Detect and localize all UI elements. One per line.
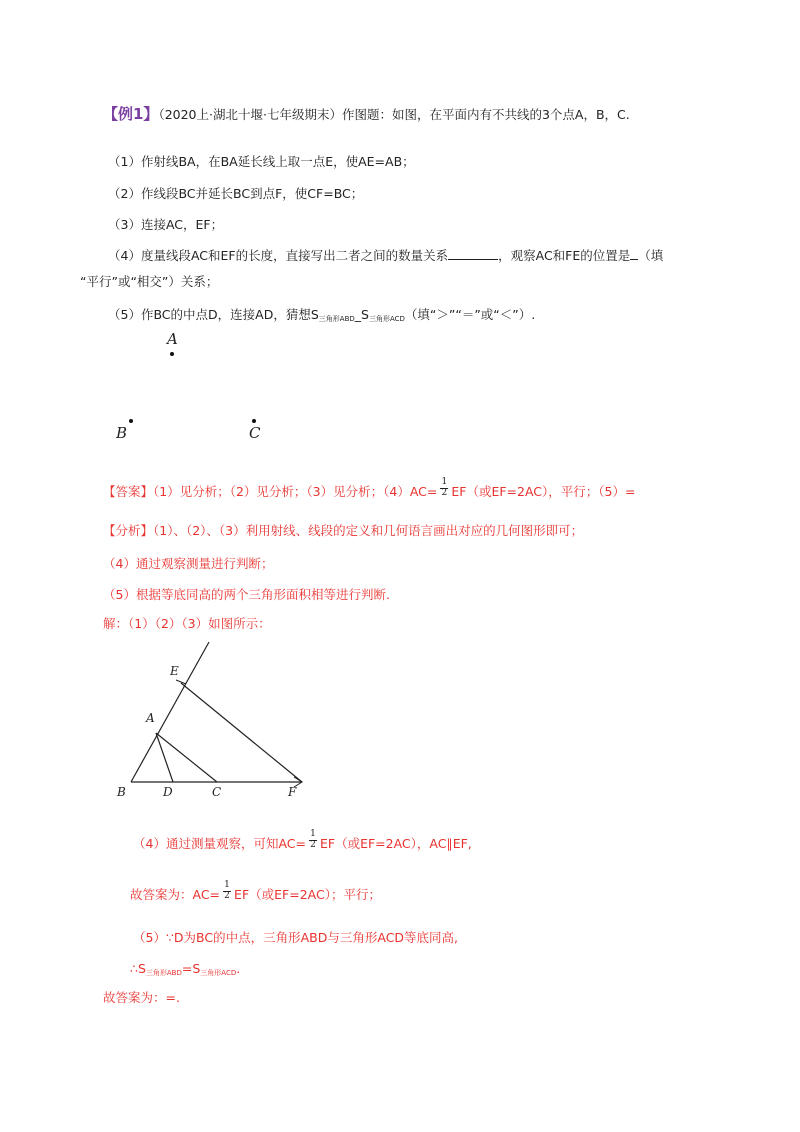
segment-ac <box>156 733 217 782</box>
answer-blank-1 <box>448 245 498 260</box>
fig-label-a: A <box>146 711 155 725</box>
question-item-3: （3）连接AC，EF； <box>108 217 224 232</box>
item5-text-a: （5）作BC的中点D，连接AD，猜想S <box>108 307 319 322</box>
solution-conclusion-5 <box>130 959 240 983</box>
item5-text-b: （填“＞”“＝”或“＜”）. <box>404 307 536 322</box>
point-b <box>129 419 133 423</box>
solution-intro: 解：（1）（2）（3）如图所示： <box>103 616 271 631</box>
item4-text-b: ，观察AC和FE的位置是 <box>498 248 631 263</box>
answer-text-a: （1）见分析；（2）见分析；（3）见分析；（4）AC= <box>153 484 438 499</box>
question-item-5 <box>108 305 535 329</box>
point-a <box>170 352 174 356</box>
final-answer: 故答案为：=. <box>103 990 180 1005</box>
question-header <box>103 104 630 125</box>
item5-sub-1: 三角形ABD <box>318 315 355 323</box>
fraction-denominator: 2 <box>310 839 316 850</box>
question-item-1: （1）作射线BA，在BA延长线上取一点E，使AE=AB； <box>108 154 415 169</box>
answer-label: 【答案】 <box>103 484 154 499</box>
solution-answer-4 <box>130 879 381 906</box>
ans4-text-a: 故答案为：AC= <box>130 887 221 902</box>
point-label-b: B <box>116 424 128 442</box>
s4-text-a: （4）通过测量观察，可知AC= <box>133 836 306 851</box>
fraction-numerator: 1 <box>310 828 316 839</box>
question-item-4-cont: “平行”或“相交”）关系； <box>80 274 219 289</box>
point-label-c: C <box>249 424 261 442</box>
fraction-denominator: 2 <box>441 487 448 498</box>
fraction-half <box>308 828 318 855</box>
fig-label-c: C <box>212 785 222 799</box>
question-item-2: （2）作线段BC并延长BC到点F，使CF=BC； <box>108 186 364 201</box>
analysis-line-1 <box>103 521 583 541</box>
analysis-line-3: （5）根据等底同高的两个三角形面积相等进行判断. <box>103 587 390 602</box>
ray-ba <box>131 642 209 782</box>
point-label-a: A <box>167 330 178 348</box>
example-tag: 【例1】 <box>103 105 159 123</box>
answer-text-b: EF（或EF=2AC），平行；（5）= <box>451 484 636 499</box>
solution-step-5: （5）∵D为BC的中点，三角形ABD与三角形ACD等底同高, <box>133 930 459 945</box>
fraction-numerator: 1 <box>441 476 448 487</box>
solution-step-4 <box>133 828 472 855</box>
fig-label-b: B <box>117 785 126 799</box>
item4-text-a: （4）度量线段AC和EF的长度，直接写出二者之间的数量关系 <box>108 248 449 263</box>
question-item-4 <box>108 245 663 266</box>
item5-mid: _S <box>354 307 369 322</box>
fraction-denominator: 2 <box>224 890 230 901</box>
s4-text-b: EF（或EF=2AC），AC∥EF, <box>320 836 472 851</box>
s5c-text-a: ∴S <box>130 961 146 976</box>
analysis-line-2: （4）通过观察测量进行判断； <box>103 556 274 571</box>
analysis-label: 【分析】 <box>103 523 154 538</box>
item4-text-c: （填 <box>638 248 664 263</box>
s5c-mid: =S <box>181 961 201 976</box>
fraction-half <box>439 476 449 503</box>
fig-label-e: E <box>170 664 179 678</box>
answer-line <box>103 476 636 503</box>
analysis-text-1: （1）、（2）、（3）利用射线、线段的定义和几何语言画出对应的几何图形即可； <box>153 523 584 538</box>
fig-label-d: D <box>163 785 173 799</box>
fraction-half <box>222 879 232 906</box>
fraction-numerator: 1 <box>224 879 230 890</box>
s5c-end: . <box>236 961 241 976</box>
question-stem: （2020上·湖北十堰·七年级期末）作图题：如图，在平面内有不共线的3个点A，B，C. <box>158 107 630 122</box>
point-c <box>252 419 256 423</box>
s5c-sub-1: 三角形ABD <box>145 969 182 977</box>
fig-label-f: F <box>288 785 297 799</box>
ans4-text-b: EF（或EF=2AC）；平行； <box>234 887 381 902</box>
s5c-sub-2: 三角形ACD <box>200 969 237 977</box>
item5-sub-2: 三角形ACD <box>368 315 405 323</box>
